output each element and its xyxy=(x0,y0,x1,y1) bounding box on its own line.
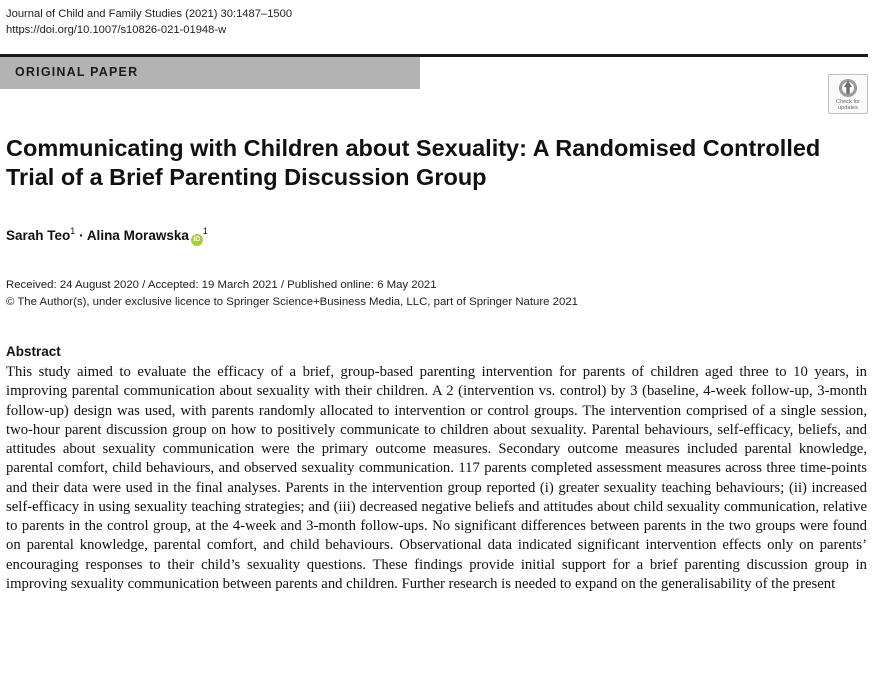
check-for-updates-icon xyxy=(838,78,858,98)
author-list xyxy=(6,226,208,246)
copyright-line: © The Author(s), under exclusive licence to Springer Science+Business Media, LLC, part of Springer Nature 2021 xyxy=(6,296,579,308)
journal-info xyxy=(6,6,292,38)
journal-citation: Journal of Child and Family Studies (2021) 30:1487–1500 xyxy=(6,8,293,20)
abstract-heading: Abstract xyxy=(6,344,61,359)
check-for-updates-badge[interactable] xyxy=(828,74,868,114)
orcid-icon[interactable]: iD xyxy=(191,234,203,246)
badge-label: Check for updates xyxy=(836,99,860,111)
affiliation-marker: 1 xyxy=(70,226,76,236)
abstract-text: This study aimed to evaluate the efficacy of a brief, group-based parenting intervention for parents of children aged three to 10 years, in improving parental communication about sexuality with their children. A 2 (intervention vs. control) by 3 (baseline, 4-week follow-up, 3-month follow-up) design was used, with parents randomly allocated to intervention or control groups. The intervention comprised of a single session, two-hour parent discussion group on how to positively communicate to children about sexuality. Parental behaviours, self-efficacy, beliefs, and attitudes about sexuality communication were the primary outcome measures. Secondary outcome measures included parental knowledge, parental comfort, child behaviours, and observed sexuality communication. 117 parents completed assessment measures across three time-points and their data were used in the final analyses. Parents in the intervention group reported (i) greater sexuality teaching behaviours; (ii) increased self-efficacy in using sexuality teaching strategies; and (iii) decreased negative beliefs and attitudes about child sexuality communication, relative to parents in the control group, at the 4-week and 3-month follow-ups. No significant differences between parents in the two groups were found on parental knowledge, parental comfort, and child behaviours. Observational data indicated significant intervention effects only on parents’ encouraging responses to their child’s sexuality questions. These findings provide initial support for a brief parenting discussion group in improving sexuality communication between parents and children. Further research is needed to expand on the generalisability of the present xyxy=(6,364,867,592)
author-separator: · xyxy=(79,228,84,243)
publication-dates: Received: 24 August 2020 / Accepted: 19 March 2021 / Published online: 6 May 2021 xyxy=(6,279,437,291)
paper-title: Communicating with Children about Sexuality: A Randomised Controlled Trial of a Brief Parenting Discussion Group xyxy=(6,135,821,190)
publication-meta xyxy=(6,277,578,311)
author-name[interactable]: Sarah Teo xyxy=(6,228,71,243)
author-name[interactable]: Alina Morawska xyxy=(86,228,189,243)
affiliation-marker: 1 xyxy=(202,226,208,236)
section-banner: ORIGINAL PAPER xyxy=(0,57,420,89)
doi-link[interactable]: https://doi.org/10.1007/s10826-021-01948-w xyxy=(6,24,227,36)
